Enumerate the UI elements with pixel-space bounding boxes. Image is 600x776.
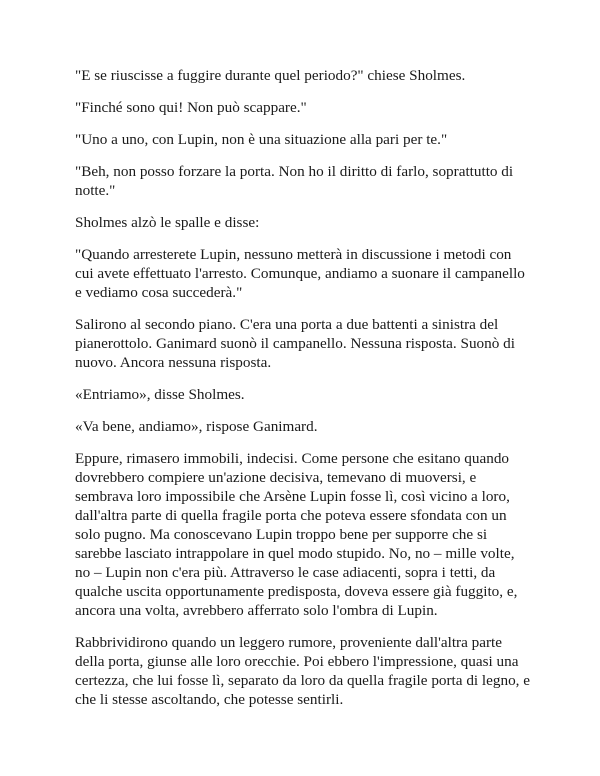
paragraph-9: «Va bene, andiamo», rispose Ganimard. bbox=[75, 418, 318, 435]
paragraph-6: "Quando arresterete Lupin, nessuno metterà in discussione i metodi con cui avete effettuato l'arresto. Comunque, andiamo a suonare il campanello e vediamo cosa succederà." bbox=[75, 246, 525, 301]
paragraph-4: "Beh, non posso forzare la porta. Non ho il diritto di farlo, soprattutto di notte." bbox=[75, 163, 514, 199]
paragraph-11: Rabbrividirono quando un leggero rumore, proveniente dall'altra parte della porta, giunse alle loro orecchie. Poi ebbero l'impressione, quasi una certezza, che lui fosse lì, separato da loro da quella fragile porta di legno, e che li stesse ascoltando, che potesse sentirli. bbox=[75, 634, 531, 708]
paragraph-1: "E se riuscisse a fuggire durante quel periodo?" chiese Sholmes. bbox=[75, 67, 466, 84]
paragraph-5: Sholmes alzò le spalle e disse: bbox=[75, 214, 260, 231]
paragraph-2: "Finché sono qui! Non può scappare." bbox=[75, 99, 307, 116]
paragraph-10: Eppure, rimasero immobili, indecisi. Come persone che esitano quando dovrebbero compiere un'azione decisiva, temevano di muoversi, e sembrava loro impossibile che Arsène Lupin fosse lì, così vicino a loro, dall'altra parte di quella fragile porta che poteva essere sfondata con un solo pugno. Ma conoscevano Lupin troppo bene per supporre che si sarebbe lasciato intrappolare in quel modo stupido. No, no – mille volte, no – Lupin non c'era più. Attraverso le case adiacenti, sopra i tetti, da qualche uscita opportunamente predisposta, doveva essere già fuggito, e, ancora una volta, avrebbero afferrato solo l'ombra di Lupin. bbox=[75, 450, 518, 619]
paragraph-3: "Uno a uno, con Lupin, non è una situazione alla pari per te." bbox=[75, 131, 448, 148]
paragraph-8: «Entriamo», disse Sholmes. bbox=[75, 386, 245, 403]
document-page bbox=[75, 66, 530, 722]
paragraph-7: Salirono al secondo piano. C'era una porta a due battenti a sinistra del pianerottolo. Ganimard suonò il campanello. Nessuna risposta. Suonò di nuovo. Ancora nessuna risposta. bbox=[75, 316, 515, 371]
